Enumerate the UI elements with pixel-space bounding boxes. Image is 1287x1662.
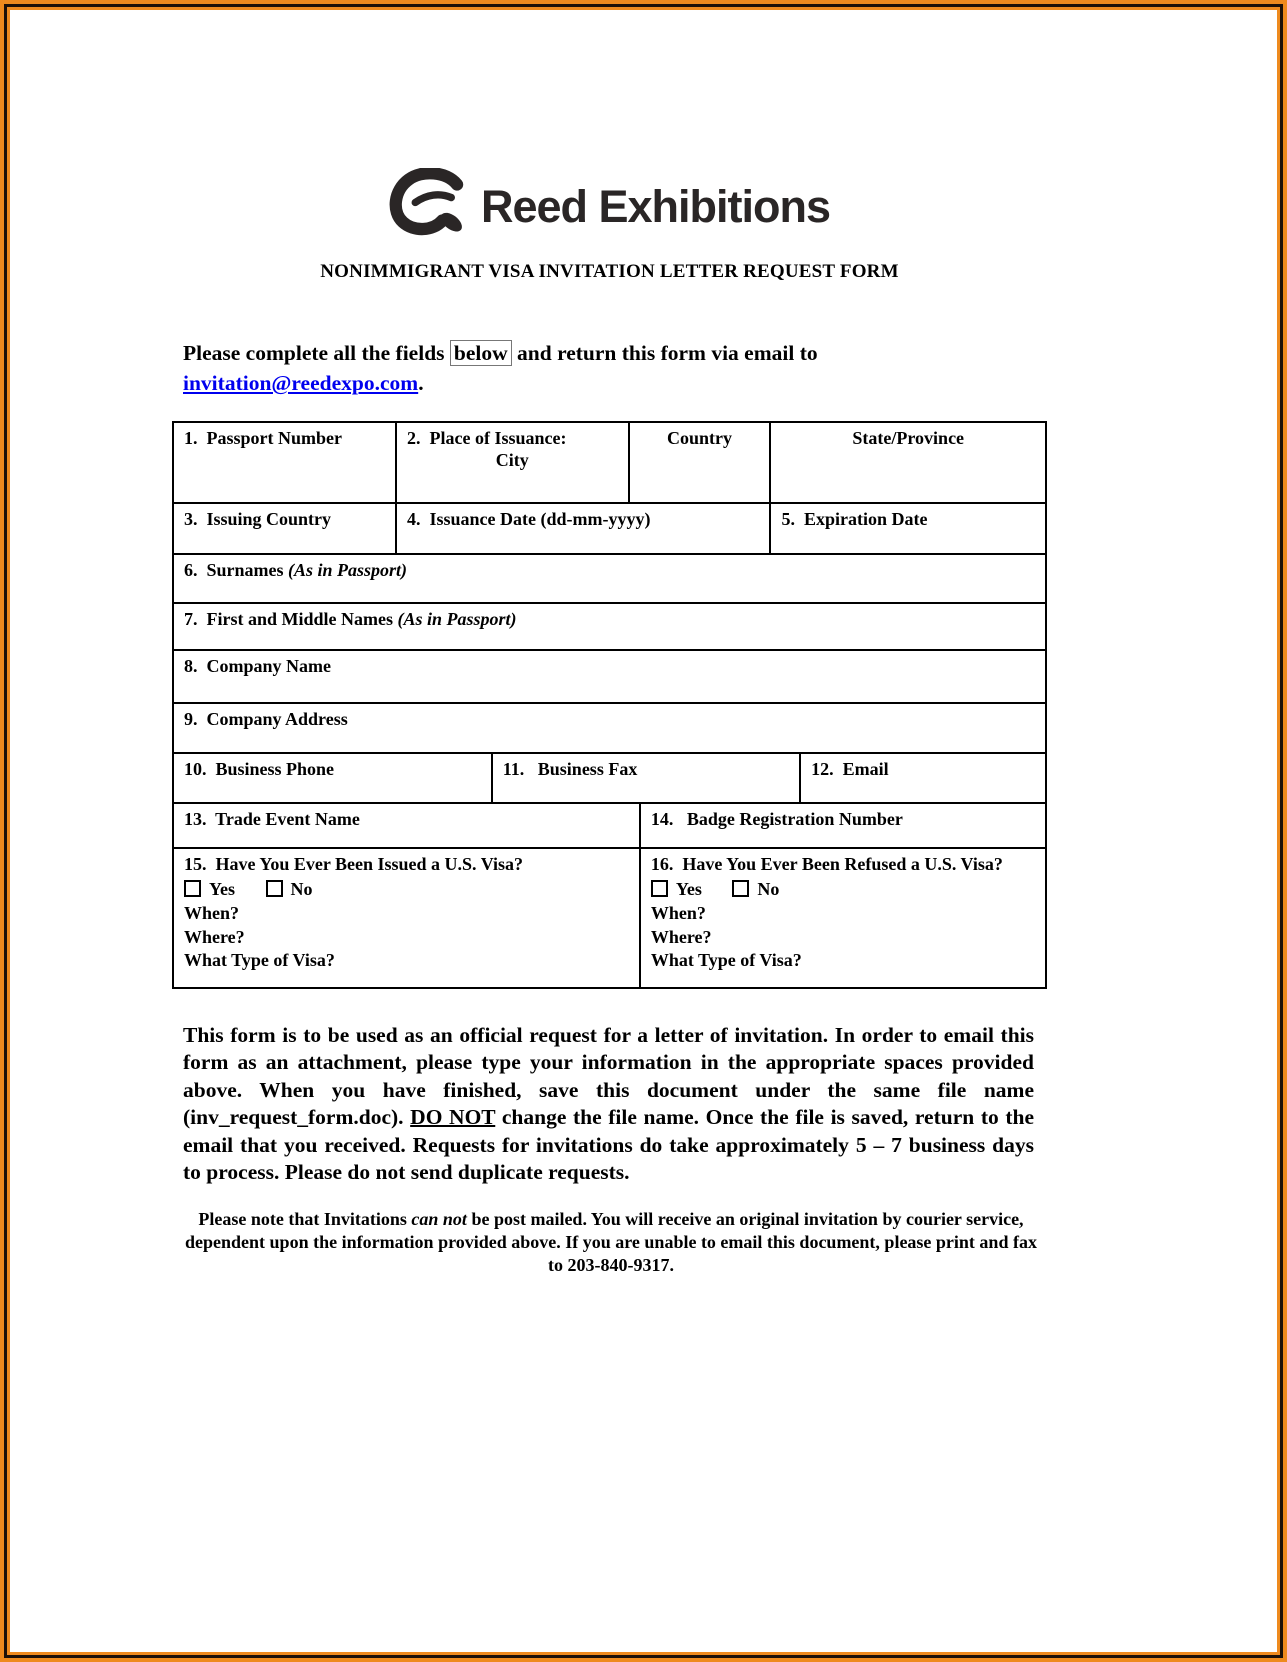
first-middle-note-label: (As in Passport) [397,609,517,629]
business-phone-label: 10. Business Phone [184,759,335,779]
instructions-before-donot: This form is to be used as an official request for a letter of invitation. In order to email this form as an attachment, please type your information in the appropriate spaces provided above. When you have finished, save this document under the same file name (inv_request_form.doc). [183,1023,1034,1130]
table-row-issuance [174,502,1045,553]
field-trade-event-name[interactable] [174,804,641,847]
field-place-country[interactable] [630,423,772,502]
business-fax-label: 11. Business Fax [502,759,638,779]
field-expiration-date[interactable] [771,504,1044,553]
field-refused-us-visa[interactable] [641,849,1045,987]
surnames-label: 6. Surnames [184,560,289,580]
issued-visa-when-label: When? [184,903,240,923]
field-surnames[interactable] [174,555,1045,602]
refused-visa-when-label: When? [650,903,706,923]
instructions-paragraph [183,1022,1034,1186]
issuance-date-label: 4. Issuance Date (dd-mm-yyyy) [406,509,651,529]
field-first-middle-names[interactable] [174,604,1045,649]
issuing-country-label: 3. Issuing Country [184,509,332,529]
issued-visa-options [184,878,629,902]
refused-visa-where-label: Where? [650,926,712,947]
refused-visa-no-label: No [757,878,780,899]
issued-visa-no-label: No [290,878,313,899]
table-row-company-address [174,702,1045,752]
table-row-event-badge [174,802,1045,847]
courier-note [181,1208,1041,1277]
table-row-passport [174,423,1045,502]
form-title: NONIMMIGRANT VISA INVITATION LETTER REQUEST FORM [320,261,899,282]
issued-visa-type-label: What Type of Visa? [184,950,335,970]
intro-boxed-word: below [450,340,512,366]
field-issuance-date[interactable] [397,504,772,553]
table-row-visa-history [174,847,1045,987]
company-name-label: 8. Company Name [184,656,331,676]
first-middle-label: 7. First and Middle Names [184,609,398,629]
passport-number-label: 1. Passport Number [184,428,342,448]
trade-event-label: 13. Trade Event Name [184,809,360,829]
expiration-date-label: 5. Expiration Date [781,509,928,529]
intro-before-box: Please complete all the fields [183,341,450,365]
table-row-surnames [174,553,1045,602]
intro-after-box: and return this form via email to [511,341,818,365]
issued-visa-question: 15. Have You Ever Been Issued a U.S. Visa? [184,854,524,874]
visa-form-table [172,421,1047,989]
field-passport-number[interactable] [174,423,397,502]
table-row-first-middle-names [174,602,1045,649]
refused-visa-question: 16. Have You Ever Been Refused a U.S. Visa? [650,854,1003,874]
badge-number-label: 14. Badge Registration Number [650,809,903,829]
reed-swoosh-icon [389,168,471,246]
reed-exhibitions-logo [172,165,1047,249]
refused-visa-yes-label: Yes [675,878,702,899]
field-badge-registration-number[interactable] [641,804,1045,847]
issued-visa-no-checkbox[interactable] [266,880,283,897]
field-company-address[interactable] [174,704,1045,752]
email-link[interactable]: invitation@reedexpo.com [183,371,419,395]
table-row-phone-fax-email [174,752,1045,802]
issued-visa-yes-checkbox[interactable] [184,880,201,897]
refused-visa-type-label: What Type of Visa? [650,950,802,970]
note-cannot-italic: can not [411,1209,467,1229]
field-issuing-country[interactable] [174,504,397,553]
logo-brand-text: Reed Exhibitions [480,181,831,232]
intro-period: . [418,371,424,395]
intro-text [183,338,1055,398]
place-city-label: City [495,450,529,470]
email-label: 12. Email [811,759,889,779]
refused-visa-no-checkbox[interactable] [732,880,749,897]
instructions-after-donot: change the file name. Once the file is saved, return to the email that you received. Requests for invitations do take approximately 5 – 7 business days to process. Please do not send duplicate requests. [183,1105,1035,1185]
refused-visa-options [651,878,1035,902]
place-of-issuance-label: 2. Place of Issuance: [406,428,567,448]
field-business-phone[interactable] [174,754,493,802]
surnames-note-label: (As in Passport) [288,560,408,580]
refused-visa-yes-checkbox[interactable] [651,880,668,897]
field-issued-us-visa[interactable] [174,849,641,987]
company-address-label: 9. Company Address [184,709,348,729]
issued-visa-yes-label: Yes [209,878,235,899]
note-before-italic: Please note that Invitations [198,1209,412,1229]
field-business-fax[interactable] [493,754,801,802]
issued-visa-where-label: Where? [184,926,245,947]
field-company-name[interactable] [174,651,1045,702]
place-state-label: State/Province [852,428,965,448]
field-place-of-issuance-city[interactable] [397,423,630,502]
note-after-italic: be post mailed. You will receive an original invitation by courier service, dependent upon the information provided above. If you are unable to email this document, please print and fax to 203-840-9317. [185,1209,1037,1275]
field-email[interactable] [801,754,1045,802]
place-country-label: Country [666,428,732,448]
field-place-state-province[interactable] [771,423,1044,502]
do-not-emphasis: DO NOT [410,1105,496,1130]
table-row-company-name [174,649,1045,702]
